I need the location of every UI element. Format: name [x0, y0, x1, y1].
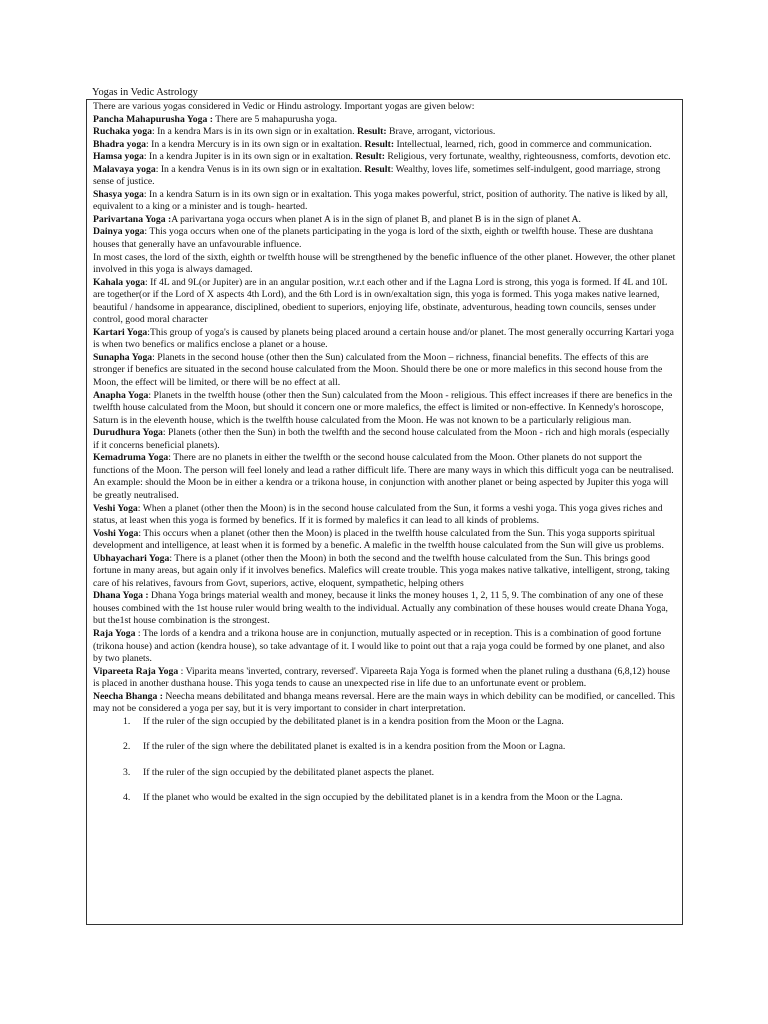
paragraph-text: : This yoga occurs when one of the planets participating in the yoga is lord of the sixth, eighth or twelfth house. These are dushtana houses that generally have an unfavourable influence. [93, 226, 654, 251]
paragraph-text: : If 4L and 9L(or Jupiter) are in an angular position, w.r.t each other and if the Lagna Lord is strong, this yoga is formed. If 4L and 10L are together(or if the Lord of X aspects 4th Lord), and the 6th Lord is in own/exaltation sign, this yoga is formed. This yoga makes native learned, beautiful / handsome in appearance, disciplined, obedient to superiors, enjoying life, obstinate, adventurous, heading town councils, senses under control, good moral character [93, 276, 668, 326]
paragraph [93, 164, 676, 189]
paragraph [93, 666, 676, 691]
list-number: 3. [123, 766, 131, 778]
list-item [93, 792, 676, 805]
list-text: If the ruler of the sign occupied by the debilitated planet aspects the planet. [143, 766, 435, 778]
paragraph [93, 452, 676, 502]
yoga-name: Vipareeta Raja Yoga [93, 665, 179, 677]
yoga-name: Sunapha Yoga [93, 351, 153, 363]
yoga-name: Voshi Yoga [93, 527, 139, 539]
paragraph [93, 390, 676, 428]
paragraph-text: : In a kendra Venus is in its own sign or in exaltation. [155, 163, 365, 175]
yoga-name: Durudhura Yoga [93, 427, 163, 439]
list-number: 1. [123, 715, 131, 727]
list-text: If the ruler of the sign where the debilitated planet is exalted is in a kendra position from the Moon or Lagna. [143, 741, 566, 753]
paragraph [93, 427, 676, 452]
paragraph-text: : The lords of a kendra and a trikona house are in conjunction, mutually aspected or in reception. This is a combination of good fortune (trikona house) and action (kendra house), so take advantage of it. I would like to point out that a raja yoga could be formed by one planet, and also by two planets. [93, 627, 665, 665]
result-text: Intellectual, learned, rich, good in commerce and communication. [394, 138, 652, 150]
paragraph-text: : In a kendra Saturn is in its own sign or in exaltation. This yoga makes powerful, strict, position of authority. The native is liked by all, equivalent to a king or a minister and is tough- hearted. [93, 188, 668, 213]
content-box [86, 99, 683, 925]
paragraph-text: : There are no planets in either the twelfth or the second house calculated from the Moon. Other planets do not support the functions of the Moon. The person will feel lonely and lead a rather difficult life. There are many ways in which this difficult yoga can be neutralised. An example: should the Moon be in either a kendra or a trikona house, in conjunction with another planet or being aspected by Jupiter this yoga will be greatly neutralised. [93, 452, 674, 501]
paragraph-text: : In a kendra Mars is in its own sign or in exaltation. [151, 126, 357, 138]
yoga-name: Dainya yoga [93, 226, 145, 238]
result-text: Religious, very fortunate, wealthy, righteousness, comforts, devotion etc. [384, 151, 671, 163]
paragraph [93, 126, 676, 139]
yoga-name: Bhadra yoga [93, 138, 147, 150]
paragraph-text: : Planets (other then the Sun) in both the twelfth and the second house calculated from the Moon - rich and high morals (especially if it concerns beneficial planets). [93, 427, 670, 451]
list-item [93, 767, 676, 780]
numbered-list [93, 716, 676, 805]
paragraph-text: A parivartana yoga occurs when planet A is in the sign of planet B, and planet B is in the sign of planet A. [171, 213, 581, 225]
paragraph [93, 691, 676, 716]
yoga-name: Parivartana Yoga : [93, 213, 172, 225]
paragraph [93, 553, 676, 591]
yoga-name: Ubhayachari Yoga [93, 552, 170, 564]
paragraph-text: : In a kendra Jupiter is in its own sign or in exaltation. [143, 151, 356, 163]
paragraph-text: In most cases, the lord of the sixth, eighth or twelfth house will be strengthened by the benefic influence of the other planet. However, the other planet involved in this yoga is always damaged. [93, 251, 676, 276]
result-text: : Wealthy, loves life, sometimes self-indulgent, good marriage, strong sense of justice. [93, 163, 661, 188]
paragraph-list [93, 101, 676, 716]
paragraph-text: : Planets in the second house (other then the Sun) calculated from the Moon – richness, financial benefits. The effects of this are stronger if benefics are situated in the second house calculated from the Moon. Should there be one or more malefics in this second house from the Moon, the effect will be limited, or there will be no effect at all. [93, 351, 663, 389]
paragraph-text: Neecha means debilitated and bhanga means reversal. Here are the main ways in which debility can be modified, or cancelled. This may not be considered a yoga per say, but it is very important to consider in chart interpretation. [93, 690, 675, 715]
yoga-name: Pancha Mahapurusha Yoga : [93, 113, 213, 125]
paragraph-text: There are 5 mahapurusha yoga. [212, 113, 338, 125]
paragraph [93, 151, 676, 164]
paragraph [93, 214, 676, 227]
yoga-name: Raja Yoga [93, 627, 136, 639]
paragraph [93, 503, 676, 528]
paragraph-text: : Planets in the twelfth house (other then the Sun) calculated from the Moon - religious. This effect increases if there are benefics in the twelfth house calculated from the Moon, but should it concern one or more malefics, the effect is limited or non-effective. In Kennedy's horoscope, Saturn is in the eleventh house, which is the twelfth house calculated from the Moon. He was not known to be a particularly religious man. [93, 389, 673, 426]
paragraph [93, 327, 676, 352]
paragraph [93, 101, 676, 114]
paragraph [93, 277, 676, 327]
paragraph-text: : There is a planet (other then the Moon) in both the second and the twelfth house calculated from the Sun. This brings good fortune in many areas, but again only if it involves benefics. Malefics will create trouble. This yoga makes native talkative, intelligent, strong, taking care of his relatives, favours from Govt, superiors, active, eloquent, sympathetic, helping others [93, 552, 670, 589]
result-label: Result: [355, 151, 385, 163]
paragraph-text: : This occurs when a planet (other then the Moon) is placed in the twelfth house calculated from the Sun. This yoga supports spiritual development and intelligence, at least when it is formed by a benefic. A malefic in the twelfth house calculated from the Sun will give us problems. [93, 527, 664, 552]
yoga-name: Neecha Bhanga : [93, 690, 163, 702]
list-text: If the ruler of the sign occupied by the debilitated planet is in a kendra position from the Moon or the Lagna. [143, 715, 564, 727]
result-text: Brave, arrogant, victorious. [386, 126, 496, 138]
paragraph [93, 352, 676, 390]
paragraph-text: : Viparita means 'inverted, contrary, reversed'. Vipareeta Raja Yoga is formed when the planet ruling a dusthana (6,8,12) house is placed in another dusthana house. This yoga tends to cause an unexpected rise in life due to an unfortunate event or problem. [93, 665, 670, 690]
yoga-name: Veshi Yoga [93, 502, 138, 514]
paragraph [93, 189, 676, 214]
paragraph [93, 139, 676, 152]
yoga-name: Kemadruma Yoga [93, 452, 169, 464]
yoga-name: Malavaya yoga [93, 163, 156, 175]
result-label: Result: [356, 126, 387, 138]
result-label: Result: [364, 138, 395, 150]
yoga-name: Ruchaka yoga [93, 126, 152, 138]
list-number: 4. [123, 792, 131, 804]
yoga-name: Hamsa yoga [93, 151, 144, 163]
yoga-name: Anapha Yoga [93, 389, 149, 401]
paragraph [93, 226, 676, 251]
paragraph [93, 252, 676, 277]
paragraph [93, 114, 676, 127]
paragraph-text: : In a kendra Mercury is in its own sign or in exaltation. [146, 138, 365, 150]
yoga-name: Kahala yoga [93, 276, 145, 288]
list-number: 2. [123, 741, 131, 753]
paragraph [93, 590, 676, 628]
list-text: If the planet who would be exalted in the sign occupied by the debilitated planet is in a kendra from the Moon or the Lagna. [143, 792, 623, 804]
paragraph [93, 528, 676, 553]
paragraph [93, 628, 676, 666]
result-label: Result [364, 163, 391, 175]
list-item [93, 716, 676, 729]
yoga-name: Kartari Yoga [93, 326, 148, 338]
yoga-name: Dhana Yoga : [93, 590, 149, 602]
list-item [93, 741, 676, 754]
page-title: Yogas in Vedic Astrology [92, 87, 198, 98]
yoga-name: Shasya yoga [93, 188, 144, 200]
paragraph-text: There are various yogas considered in Vedic or Hindu astrology. Important yogas are given below: [93, 101, 475, 112]
paragraph-text: :This group of yoga's is caused by planets being placed around a certain house and/or planet. The most generally occurring Kartari yoga is when two benefics or malifics enclose a planet or a house. [93, 326, 674, 351]
paragraph-text: Dhana Yoga brings material wealth and money, because it links the money houses 1, 2, 11 5, 9. The combination of any one of these houses combined with the 1st house ruler would bring wealth to the individual. Actually any combination of these houses would create Dhana Yoga, but the1st house combination is the strongest. [93, 590, 668, 627]
paragraph-text: : When a planet (other then the Moon) is in the second house calculated from the Sun, it forms a veshi yoga. This yoga gives riches and status, at least when this yoga is formed by benefics. If it is formed by malefics it can lead to all kinds of problems. [93, 502, 663, 527]
